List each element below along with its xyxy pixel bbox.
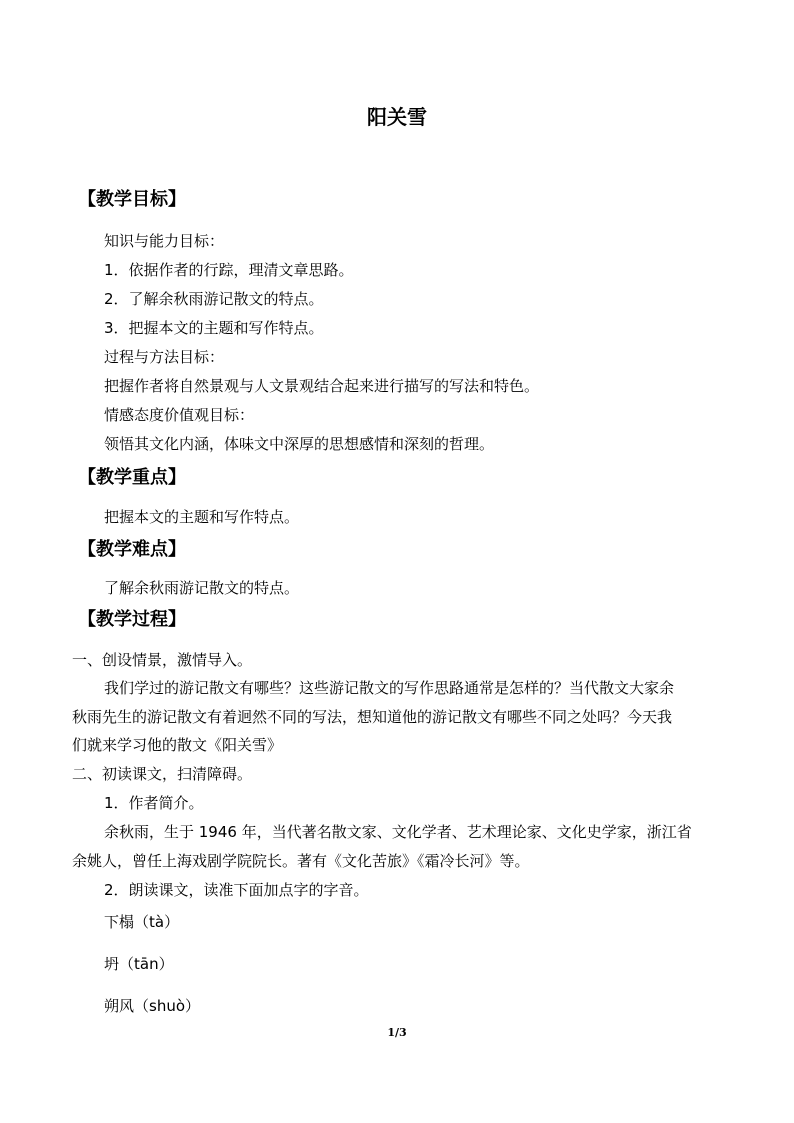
process-line-8: 余姚人，曾任上海戏剧学院院长。著有《文化苦旅》《霜冷长河》等。 (72, 852, 530, 870)
page-number: 1/3 (387, 1026, 407, 1039)
goals-line-5: 过程与方法目标： (104, 348, 225, 366)
process-line-10: 下榻（tà） (104, 913, 180, 931)
process-line-3: 秋雨先生的游记散文有着迥然不同的写法，想知道他的游记散文有哪些不同之处吗？今天我 (72, 708, 673, 726)
process-line-2: 我们学过的游记散文有哪些？这些游记散文的写作思路通常是怎样的？当代散文大家余 (104, 679, 675, 697)
difficulty-line: 了解余秋雨游记散文的特点。 (104, 579, 300, 597)
goals-line-7: 情感态度价值观目标： (104, 406, 255, 424)
process-line-12: 朔风（shuò） (104, 997, 201, 1015)
heading-teaching-process: 【教学过程】 (78, 609, 186, 630)
goals-line-2: 1．依据作者的行踪，理清文章思路。 (104, 261, 354, 279)
heading-teaching-difficulties: 【教学难点】 (78, 539, 186, 560)
process-line-7: 余秋雨，生于 1946 年，当代著名散文家、文化学者、艺术理论家、文化史学家，浙江省 (104, 823, 692, 841)
goals-line-3: 2．了解余秋雨游记散文的特点。 (104, 290, 324, 308)
key-point-line: 把握本文的主题和写作特点。 (104, 508, 300, 526)
goals-line-4: 3．把握本文的主题和写作特点。 (104, 319, 324, 337)
process-line-6: 1．作者简介。 (104, 794, 204, 812)
page-title: 阳关雪 (367, 105, 427, 129)
process-line-9: 2．朗读课文，读准下面加点字的字音。 (104, 881, 369, 899)
process-line-1: 一、创设情景，激情导入。 (72, 651, 253, 669)
process-line-11: 坍（tān） (104, 955, 174, 973)
goals-line-1: 知识与能力目标： (104, 232, 225, 250)
goals-line-6: 把握作者将自然景观与人文景观结合起来进行描写的写法和特色。 (104, 377, 540, 395)
heading-teaching-key-points: 【教学重点】 (78, 467, 186, 488)
process-line-5: 二、初读课文，扫清障碍。 (72, 765, 253, 783)
goals-line-8: 领悟其文化内涵，体味文中深厚的思想感情和深刻的哲理。 (104, 435, 495, 453)
heading-teaching-goals: 【教学目标】 (78, 189, 186, 210)
process-line-4: 们就来学习他的散文《阳关雪》 (72, 736, 283, 754)
